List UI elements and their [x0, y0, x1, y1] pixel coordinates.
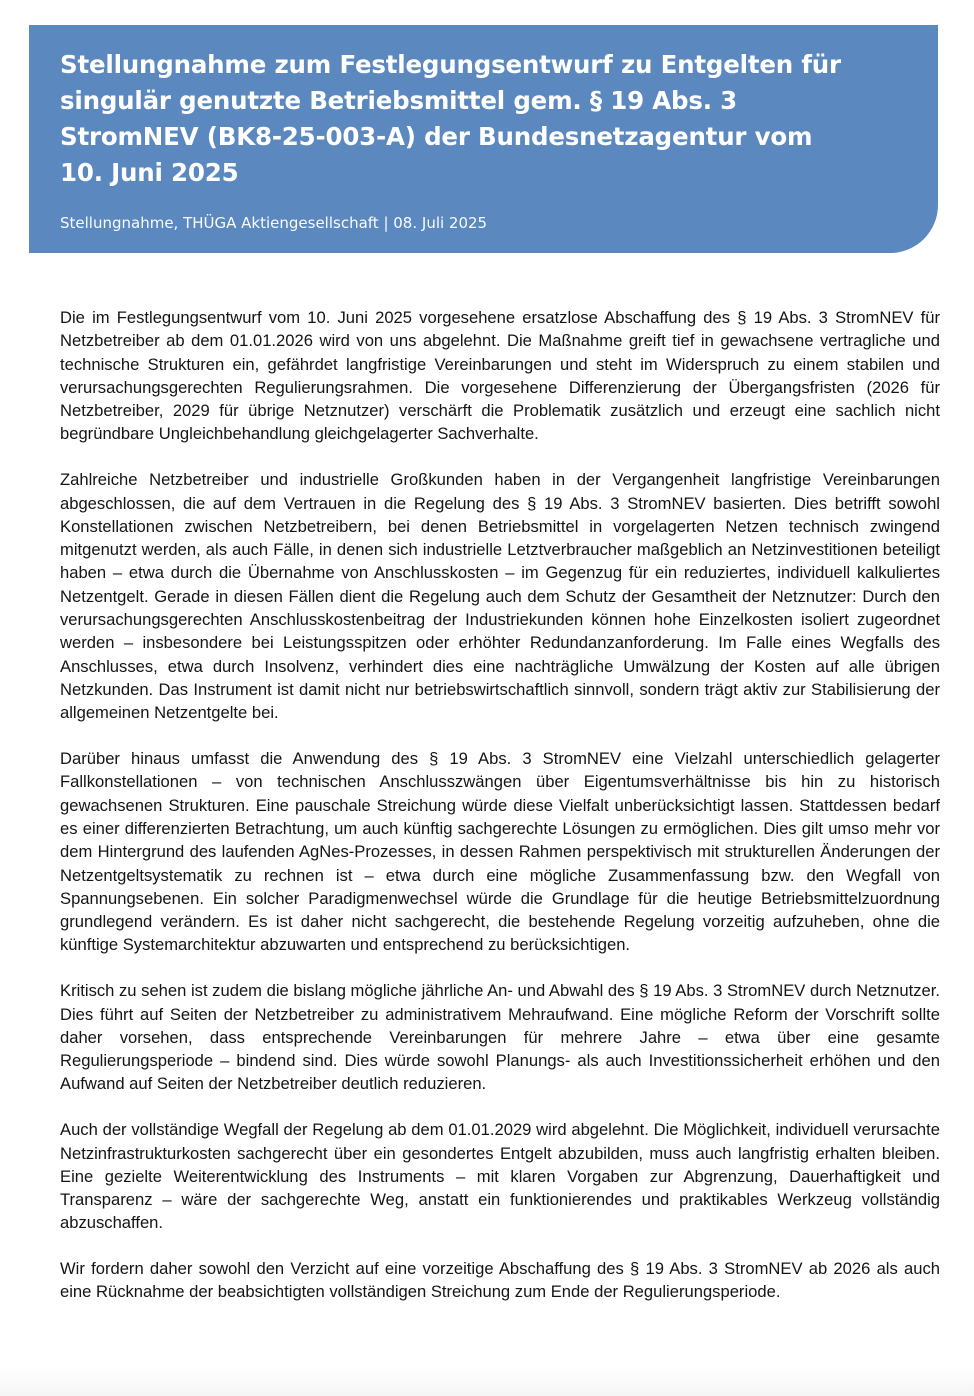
header-banner: [29, 25, 938, 253]
document-title: Stellungnahme zum Festlegungsentwurf zu Entgelten für singulär genutzte Betriebsmittel gem. § 19 Abs. 3 StromNEV (BK8-25-003-A) der Bundesnetzagentur vom 10. Juni 2025: [60, 50, 841, 187]
document-body: [60, 306, 940, 1326]
paragraph-3: Darüber hinaus umfasst die Anwendung des § 19 Abs. 3 StromNEV eine Vielzahl unterschiedlich gelagerter Fallkonstellationen – von technischen Anschlusszwängen über Eigentumsverhältnisse bis hin zu historisch gewachsenen Strukturen. Eine pauschale Streichung würde diese Vielfalt unberücksichtigt lassen. Stattdessen bedarf es einer differenzierten Betrachtung, um auch künftig sachgerechte Lösungen zu ermöglichen. Dies gilt umso mehr vor dem Hintergrund des laufenden AgNes-Prozesses, in dessen Rahmen perspektivisch mit strukturellen Änderungen der Netzentgeltsystematik zu rechnen ist – etwa durch eine mögliche Zusammenfassung bzw. den Wegfall von Spannungsebenen. Ein solcher Paradigmenwechsel würde die Grundlage für die heutige Betriebsmittelzuordnung grundlegend verändern. Es ist daher nicht sachgerecht, die bestehende Regelung vorzeitig aufzuheben, ohne die künftige Systemarchitektur abzuwarten und entsprechend zu berücksichtigen.: [60, 749, 940, 955]
document-subtitle: Stellungnahme, THÜGA Aktiengesellschaft | 08. Juli 2025: [60, 214, 488, 232]
paragraph-2: Zahlreiche Netzbetreiber und industrielle Großkunden haben in der Vergangenheit langfristige Vereinbarungen abgeschlossen, die auf dem Vertrauen in die Regelung des § 19 Abs. 3 StromNEV basierten. Dies betrifft sowohl Konstellationen zwischen Netzbetreibern, bei denen Betriebsmittel in vorgelagerten Netzen technisch zwingend mitgenutzt werden, als auch Fälle, in denen sich industrielle Letztverbraucher maßgeblich an Netzinvestitionen beteiligt haben – etwa durch die Übernahme von Anschlusskosten – im Gegenzug für ein reduziertes, individuell kalkuliertes Netzentgelt. Gerade in diesen Fällen dient die Regelung auch dem Schutz der Gesamtheit der Netznutzer: Durch den verursachungsgerechten Anschlusskostenbeitrag der Industriekunden können hohe Einzelkosten isoliert zugeordnet werden – insbesondere bei Leistungsspitzen oder erhöhter Redundanzanforderung. Im Falle eines Wegfalls des Anschlusses, etwa durch Insolvenz, verhindert dies eine nachträgliche Umwälzung der Kosten auf alle übrigen Netzkunden. Das Instrument ist damit nicht nur betriebswirtschaftlich sinnvoll, sondern trägt aktiv zur Stabilisierung der allgemeinen Netzentgelte bei.: [60, 470, 940, 723]
page-bottom-shadow: [0, 1368, 974, 1396]
paragraph-1: Die im Festlegungsentwurf vom 10. Juni 2025 vorgesehene ersatzlose Abschaffung des § 19 Abs. 3 StromNEV für Netzbetreiber ab dem 01.01.2026 wird von uns abgelehnt. Die Maßnahme greift tief in gewachsene vertragliche und technische Strukturen ein, gefährdet langfristige Vereinbarungen und steht im Widerspruch zu einem stabilen und verursachungsgerechten Regulierungsrahmen. Die vorgesehene Differenzierung der Übergangsfristen (2026 für Netzbetreiber, 2029 für übrige Netznutzer) verschärft die Problematik zusätzlich und erzeugt eine sachlich nicht begründbare Ungleichbehandlung gleichgelagerter Sachverhalte.: [60, 308, 940, 444]
paragraph-4: Kritisch zu sehen ist zudem die bislang mögliche jährliche An- und Abwahl des § 19 Abs. 3 StromNEV durch Netznutzer. Dies führt auf Seiten der Netzbetreiber zu administrativem Mehraufwand. Eine mögliche Reform der Vorschrift sollte daher vorsehen, dass entsprechende Vereinbarungen für mehrere Jahre – etwa über eine gesamte Regulierungsperiode – bindend sind. Dies würde sowohl Planungs- als auch Investitionssicherheit erhöhen und den Aufwand auf Seiten der Netzbetreiber deutlich reduzieren.: [60, 981, 940, 1094]
paragraph-6: Wir fordern daher sowohl den Verzicht auf eine vorzeitige Abschaffung des § 19 Abs. 3 StromNEV ab 2026 als auch eine Rücknahme der beabsichtigten vollständigen Streichung zum Ende der Regulierungsperiode.: [60, 1259, 940, 1302]
paragraph-5: Auch der vollständige Wegfall der Regelung ab dem 01.01.2029 wird abgelehnt. Die Möglichkeit, individuell verursachte Netzinfrastrukturkosten sachgerecht über ein gesondertes Entgelt abzubilden, muss auch langfristig erhalten bleiben. Eine gezielte Weiterentwicklung des Instruments – mit klaren Vorgaben zur Abgrenzung, Dauerhaftigkeit und Transparenz – wäre der sachgerechte Weg, anstatt ein funktionierendes und praktikables Werkzeug vollständig abzuschaffen.: [60, 1120, 940, 1233]
